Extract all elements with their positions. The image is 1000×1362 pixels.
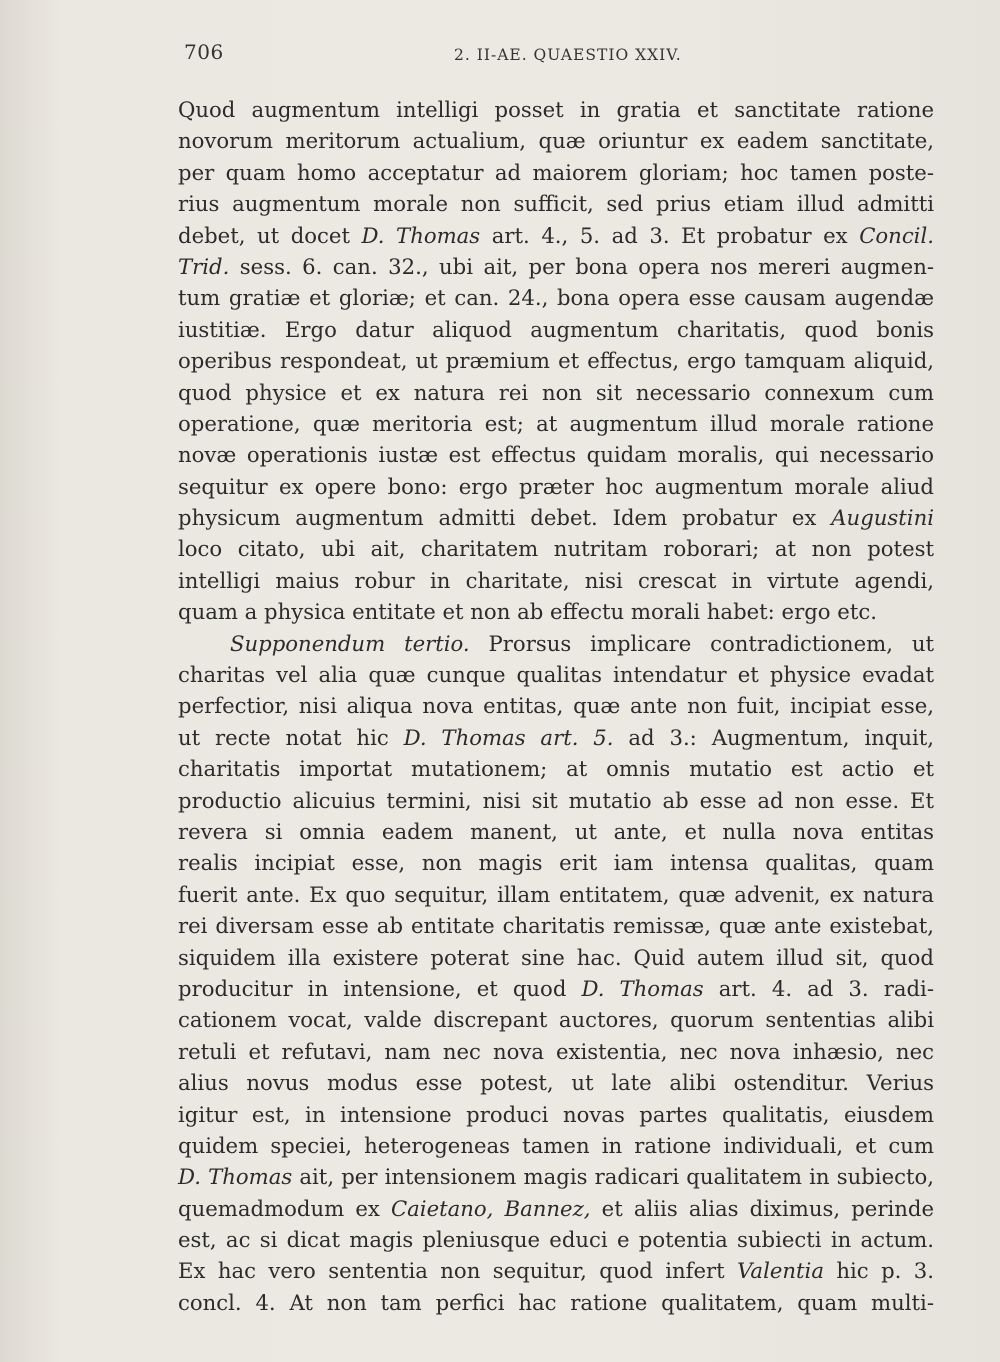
text-run: operibus respondeat, ut præmium et effectus, ergo tamquam aliquid, [178,348,934,374]
italic-text: Supponendum tertio. [230,630,470,656]
text-line [178,1224,934,1255]
text-line [178,439,934,470]
text-line [178,1255,934,1286]
text-run: Ex hac vero sententia non sequitur, quod infert [178,1258,738,1284]
text-line [178,847,934,878]
text-run: charitas vel alia quæ cunque qualitas intendatur et physice evadat [178,662,934,688]
text-line [178,690,934,721]
text-line [178,1161,934,1192]
text-run: novorum meritorum actualium, quæ oriuntur ex eadem sanctitate, [178,128,934,154]
text-run: revera si omnia eadem manent, ut ante, et nulla nova entitas [178,818,934,844]
text-line [178,816,934,847]
text-line [178,785,934,816]
text-run: ad 3.: Augmentum, inquit, [613,724,934,750]
text-run: art. 4., 5. ad 3. Et probatur ex [480,222,860,248]
text-run: sess. 6. can. 32., ubi ait, per bona opera nos mereri augmen- [229,253,934,279]
text-line [178,408,934,439]
text-run: operatione, quæ meritoria est; at augmentum illud morale ratione [178,410,934,436]
italic-text: D. Thomas [178,1164,293,1190]
text-line [178,1193,934,1224]
text-run: alius novus modus esse potest, ut late alibi ostenditur. Verius [178,1070,934,1096]
italic-text: Concil. [859,222,934,248]
text-run: rei diversam esse ab entitate charitatis remissæ, quæ ante existebat, [178,913,934,939]
text-line [178,94,934,125]
text-run: cationem vocat, valde discrepant auctores, quorum sententias alibi [178,1007,934,1033]
text-run: quemadmodum ex [178,1195,391,1221]
text-line [178,973,934,1004]
text-line [178,314,934,345]
text-line [178,1036,934,1067]
text-line [178,753,934,784]
page-number: 706 [184,40,224,64]
text-run: loco citato, ubi ait, charitatem nutritam roborari; at non potest [178,536,934,562]
text-line [178,596,934,627]
text-run: sequitur ex opere bono: ergo præter hoc augmentum morale aliud [178,473,934,499]
text-run: Quod augmentum intelligi posset in gratia et sanctitate ratione [178,97,934,122]
italic-text: D. Thomas [361,222,481,248]
text-line [178,533,934,564]
text-run: hic p. 3. [823,1258,935,1284]
text-run: igitur est, in intensione produci novas partes qualitatis, eiusdem [178,1101,934,1127]
text-line [178,910,934,941]
text-line [178,879,934,910]
text-line [178,188,934,219]
text-run: art. 4. ad 3. radi- [703,975,934,1001]
text-line [178,1004,934,1035]
text-line [178,125,934,156]
text-line [178,377,934,408]
text-line [178,471,934,502]
text-line [178,1099,934,1130]
text-line [178,942,934,973]
text-line [178,659,934,690]
text-run: concl. 4. At non tam perfici hac ratione qualitatem, quam multi- [178,1289,934,1315]
text-line [178,722,934,753]
text-line [178,502,934,533]
text-run: ait, per intensionem magis radicari qualitatem in subiecto, [292,1164,934,1190]
text-line [178,220,934,251]
italic-text: Valentia [737,1258,824,1284]
text-run: quam a physica entitate et non ab effectu morali habet: ergo etc. [178,599,877,625]
text-run: fuerit ante. Ex quo sequitur, illam entitatem, quæ advenit, ex natura [178,881,934,907]
text-line [178,345,934,376]
italic-text: Augustini [831,505,934,531]
text-run: retuli et refutavi, nam nec nova existentia, nec nova inhæsio, nec [178,1038,934,1064]
text-run: est, ac si dicat magis pleniusque educi e potentia subiecti in actum. [178,1227,934,1253]
italic-text: D. Thomas [581,975,704,1001]
running-head: 2. II-AE. QUAESTIO XXIV. [454,46,682,64]
text-run: tum gratiæ et gloriæ; et can. 24., bona opera esse causam augendæ [178,285,934,311]
text-run: siquidem illa existere poterat sine hac. Quid autem illud sit, quod [178,944,934,970]
text-line [178,1130,934,1161]
text-run: realis incipiat esse, non magis erit iam intensa qualitas, quam [178,850,934,876]
text-run: intelligi maius robur in charitate, nisi crescat in virtute agendi, [178,567,934,593]
text-run: productio alicuius termini, nisi sit mutatio ab esse ad non esse. Et [178,787,934,813]
text-run: debet, ut docet [178,222,362,248]
text-line [178,251,934,282]
text-line [178,282,934,313]
text-run: per quam homo acceptatur ad maiorem gloriam; hoc tamen poste- [178,159,934,185]
text-run: et aliis alias diximus, perinde [590,1195,934,1221]
text-run: producitur in intensione, et quod [178,975,582,1001]
text-line [178,1287,934,1318]
italic-text: D. Thomas art. 5. [403,724,614,750]
text-run: rius augmentum morale non sufficit, sed prius etiam illud admitti [178,191,934,217]
text-run: quod physice et ex natura rei non sit necessario connexum cum [178,379,934,405]
text-line [178,1067,934,1098]
italic-text: Caietano, Bannez, [390,1195,591,1221]
text-run: charitatis importat mutationem; at omnis mutatio est actio et [178,756,934,782]
text-run: novæ operationis iustæ est effectus quidam moralis, qui necessario [178,442,934,468]
body-text [178,94,934,1318]
text-run: physicum augmentum admitti debet. Idem probatur ex [178,505,832,531]
text-run: Prorsus implicare contradictionem, ut [469,630,934,656]
text-run: ut recte notat hic [178,724,404,750]
text-run: iustitiæ. Ergo datur aliquod augmentum charitatis, quod bonis [178,316,934,342]
text-line [178,628,934,659]
text-line [178,565,934,596]
text-line [178,157,934,188]
italic-text: Trid. [178,253,230,279]
text-run: quidem speciei, heterogeneas tamen in ratione individuali, et cum [178,1132,934,1158]
page-header [184,40,936,76]
text-run: perfectior, nisi aliqua nova entitas, quæ ante non fuit, incipiat esse, [178,693,934,719]
